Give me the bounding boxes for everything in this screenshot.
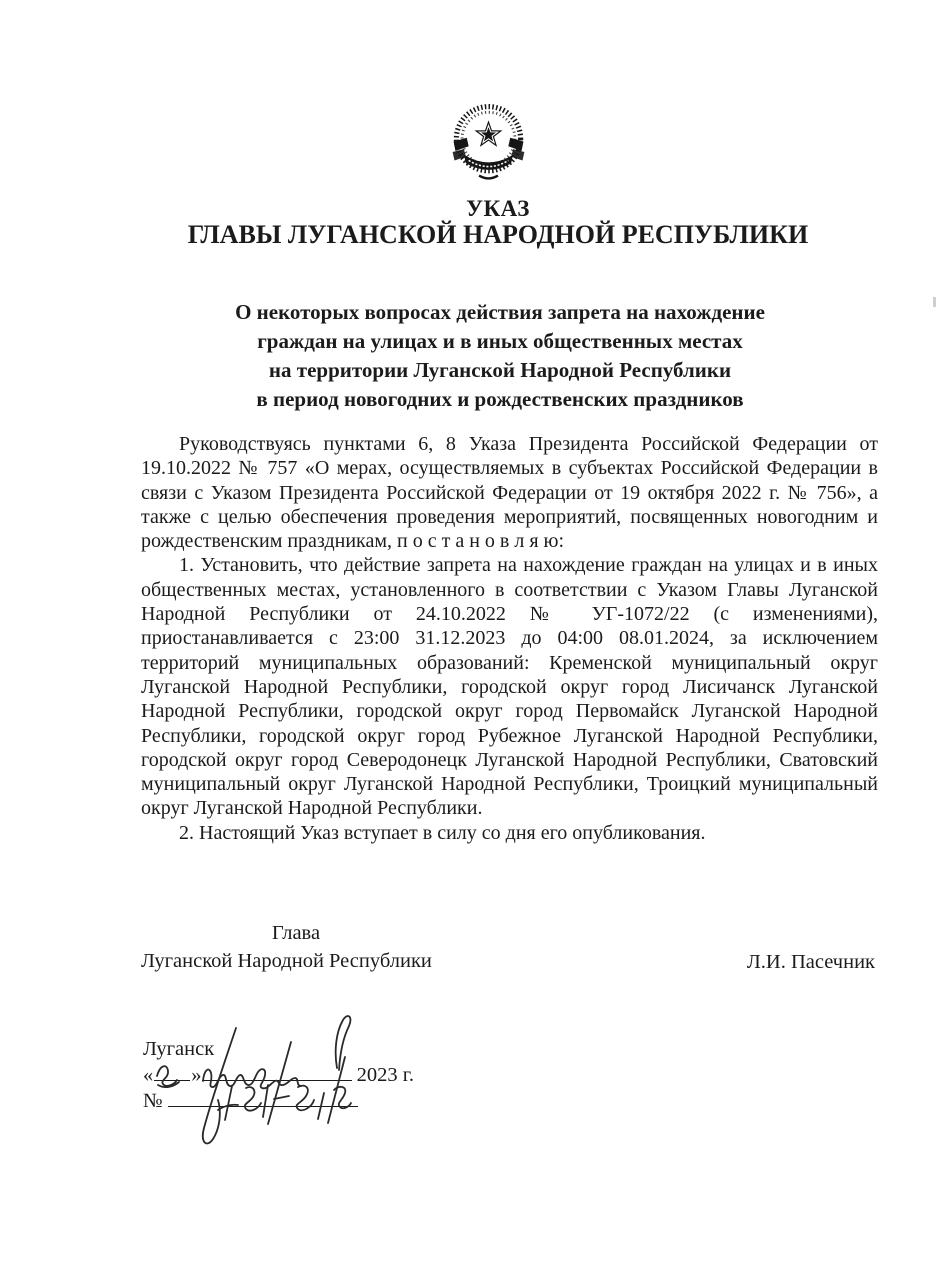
issuer-heading: ГЛАВЫ ЛУГАНСКОЙ НАРОДНОЙ РЕСПУБЛИКИ <box>187 220 809 249</box>
clause-2-paragraph: 2. Настоящий Указ вступает в силу со дня его опубликования. <box>179 821 706 844</box>
day-blank-line <box>154 1063 190 1081</box>
coat-of-arms-emblem <box>441 100 536 185</box>
title-line: в период новогодних и рождественских праздников <box>256 387 744 411</box>
signatory-name: Л.И. Пасечник <box>746 951 875 973</box>
month-blank-line <box>202 1063 352 1081</box>
signatory-post-line2: Луганской Народной Республики <box>141 950 432 972</box>
date-line <box>143 1062 414 1088</box>
year-label: 2023 г. <box>356 1064 414 1086</box>
document-type-heading: УКАЗ <box>466 196 530 221</box>
title-line: О некоторых вопросах действия запрета на нахождение <box>235 300 765 324</box>
preamble-paragraph: Руководствуясь пунктами 6, 8 Указа Президента Российской Федерации от 19.10.2022 № 757 «О мерах, осуществляемых в субъектах Российской Федерации в связи с Указом Президента Российской Федерации от 19 октября 2022 г. № 756», а также с целью обеспечения проведения мероприятий, посвященных новогодним и рождественским праздникам, п о с т а н о в л я ю: <box>141 433 878 553</box>
close-quote: » <box>191 1064 202 1086</box>
number-line <box>143 1088 414 1114</box>
clause-1-paragraph: 1. Установить, что действие запрета на нахождение граждан на улицах и в иных общественных местах, установленного в соответствии с Указом Главы Луганской Народной Республики от 24.10.2022 № УГ-1072/22 (с изменениями), приостанавливается с 23:00 31.12.2023 до 04:00 08.01.2024, за исключением территорий муниципальных образований: Кременской муниципальный округ Луганской Народной Республики, городской округ город Лисичанск Луганской Народной Республики, городской округ город Первомайск Луганской Народной Республики, городской округ город Рубежное Луганской Народной Республики, городской округ город Северодонецк Луганской Народной Республики, Сватовский муниципальный округ Луганской Народной Республики, Троицкий муниципальный округ Луганской Народной Республики. <box>141 554 878 820</box>
signature-block <box>141 919 877 977</box>
title-line: на территории Луганской Народной Республики <box>268 358 732 382</box>
signatory-post-line1: Глава <box>271 922 321 944</box>
footer-block <box>143 1036 414 1114</box>
open-quote: « <box>143 1064 154 1086</box>
title-line: граждан на улицах и в иных общественных местах <box>257 329 743 353</box>
scan-artifact-mark <box>933 297 936 307</box>
numero-sign: № <box>143 1090 163 1112</box>
document-title <box>128 298 872 414</box>
number-blank-line <box>168 1089 358 1107</box>
star-icon <box>473 119 504 148</box>
place-line: Луганск <box>143 1038 215 1060</box>
decree-body <box>141 432 878 845</box>
